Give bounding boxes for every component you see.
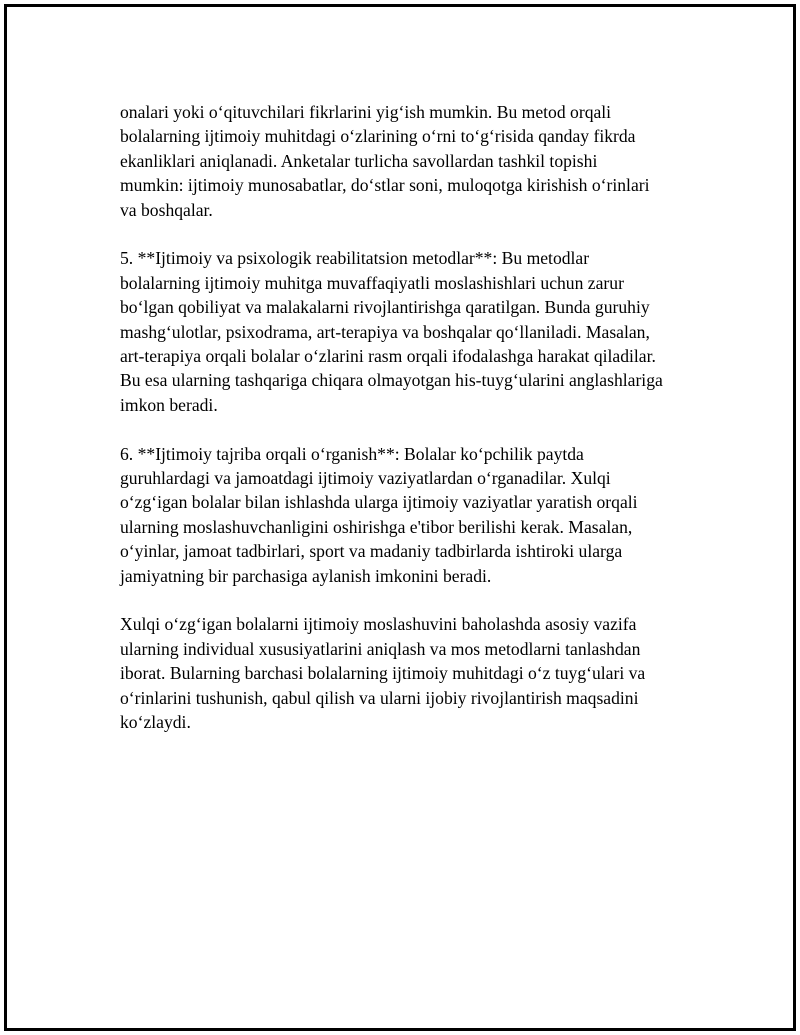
text-line: guruhlardagi va jamoatdagi ijtimoiy vaziyatlardan oʻrganadilar. Xulqi [120, 468, 611, 489]
paragraph-rehabilitation-methods [120, 246, 705, 417]
text-line: Bu esa ularning tashqariga chiqara olmayotgan his-tuygʻularini anglashlariga [120, 370, 663, 391]
paragraph-survey-methods [120, 100, 705, 222]
text-line: ularning individual xususiyatlarini aniqlash va mos metodlarni tanlashdan [120, 638, 641, 659]
paragraph-social-experience [120, 442, 705, 588]
text-line: mumkin: ijtimoiy munosabatlar, doʻstlar soni, muloqotga kirishish oʻrinlari [120, 175, 650, 196]
text-line: imkon beradi. [120, 394, 218, 415]
text-line: jamiyatning bir parchasiga aylanish imkonini beradi. [120, 565, 492, 586]
paragraph-conclusion [120, 612, 705, 734]
text-line: mashgʻulotlar, psixodrama, art-terapiya va boshqalar qoʻllaniladi. Masalan, [120, 321, 650, 342]
text-line: oʻzgʻigan bolalar bilan ishlashda ularga ijtimoiy vaziyatlar yaratish orqali [120, 492, 638, 513]
document-body [120, 100, 705, 759]
text-line: va boshqalar. [120, 199, 213, 220]
text-line: bolalarning ijtimoiy muhitdagi oʻzlarining oʻrni toʻgʻrisida qanday fikrda [120, 126, 636, 147]
text-line: ekanliklari aniqlanadi. Anketalar turlicha savollardan tashkil topishi [120, 150, 598, 171]
text-line: bolalarning ijtimoiy muhitga muvaffaqiyatli moslashishlari uchun zarur [120, 272, 624, 293]
text-line: Xulqi oʻzgʻigan bolalarni ijtimoiy moslashuvini baholashda asosiy vazifa [120, 614, 637, 635]
text-line: 6. **Ijtimoiy tajriba orqali oʻrganish**: Bolalar koʻpchilik paytda [120, 443, 584, 464]
text-line: onalari yoki oʻqituvchilari fikrlarini yigʻish mumkin. Bu metod orqali [120, 102, 612, 122]
text-line: oʻrinlarini tushunish, qabul qilish va ularni ijobiy rivojlantirish maqsadini [120, 687, 639, 708]
page-frame [4, 4, 796, 1031]
text-line: iborat. Bularning barchasi bolalarning ijtimoiy muhitdagi oʻz tuygʻulari va [120, 663, 646, 684]
text-line: boʻlgan qobiliyat va malakalarni rivojlantirishga qaratilgan. Bunda guruhiy [120, 297, 650, 318]
text-line: art-terapiya orqali bolalar oʻzlarini rasm orqali ifodalashga harakat qiladilar. [120, 346, 656, 367]
text-line: 5. **Ijtimoiy va psixologik reabilitatsion metodlar**: Bu metodlar [120, 248, 590, 269]
text-line: oʻyinlar, jamoat tadbirlari, sport va madaniy tadbirlarda ishtiroki ularga [120, 541, 623, 562]
text-line: koʻzlaydi. [120, 712, 191, 733]
text-line: ularning moslashuvchanligini oshirishga e'tibor berilishi kerak. Masalan, [120, 516, 633, 537]
